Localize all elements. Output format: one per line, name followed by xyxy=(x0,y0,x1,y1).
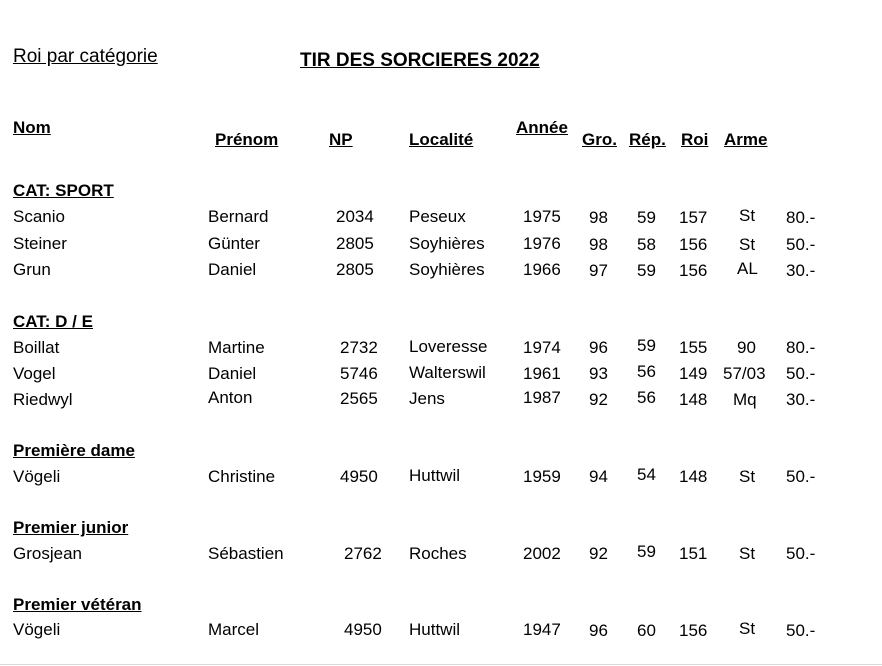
cell-nom: Riedwyl xyxy=(13,390,73,409)
cell-arme: Mq xyxy=(733,390,757,409)
cell-np: 2034 xyxy=(336,207,374,226)
cell-roi: 156 xyxy=(679,261,708,280)
header-arme: Arme xyxy=(724,130,768,149)
cell-nom: Scanio xyxy=(13,207,65,226)
cell-rep: 58 xyxy=(637,235,656,254)
cell-rep: 56 xyxy=(637,388,656,407)
cell-roi: 148 xyxy=(679,390,708,409)
header-localite: Localité xyxy=(409,130,474,149)
cell-roi: 148 xyxy=(679,467,708,486)
cell-localite: Loveresse xyxy=(409,337,488,356)
cell-prenom: Marcel xyxy=(208,620,260,639)
cell-arme: St xyxy=(739,619,756,638)
cell-gro: 92 xyxy=(589,544,608,563)
section-title-cat-sport: CAT: SPORT xyxy=(13,181,114,200)
cell-annee: 1966 xyxy=(523,260,561,279)
section-title-premier-junior: Premier junior xyxy=(13,518,129,537)
header-rep: Rép. xyxy=(629,130,666,149)
cell-nom: Steiner xyxy=(13,234,67,253)
cell-np: 2732 xyxy=(340,338,378,357)
cell-rep: 54 xyxy=(637,465,656,484)
cell-nom: Grun xyxy=(13,260,51,279)
header-roi: Roi xyxy=(681,130,709,149)
cell-gro: 97 xyxy=(589,261,608,280)
cell-arme: St xyxy=(739,467,756,486)
cell-np: 2805 xyxy=(336,234,374,253)
cell-np: 4950 xyxy=(340,467,378,486)
cell-localite: Huttwil xyxy=(409,620,461,639)
cell-annee: 1975 xyxy=(523,207,561,226)
cell-nom: Boillat xyxy=(13,338,60,357)
cell-rep: 59 xyxy=(637,208,656,227)
cell-roi: 156 xyxy=(679,621,708,640)
cell-prix: 80.- xyxy=(786,208,816,227)
cell-prenom: Sébastien xyxy=(208,544,284,563)
cell-nom: Vogel xyxy=(13,364,56,383)
cell-np: 5746 xyxy=(340,364,378,383)
cell-prix: 80.- xyxy=(786,338,816,357)
cell-prix: 50.- xyxy=(786,235,816,254)
cell-prix: 50.- xyxy=(786,544,816,563)
cell-arme: St xyxy=(739,544,756,563)
cell-localite: Huttwil xyxy=(409,466,461,485)
cell-annee: 1987 xyxy=(523,388,561,407)
cell-prenom: Daniel xyxy=(208,260,257,279)
header-np: NP xyxy=(329,130,353,149)
cell-np: 2762 xyxy=(344,544,382,563)
cell-prenom: Christine xyxy=(208,467,276,486)
cell-roi: 151 xyxy=(679,544,708,563)
cell-prix: 50.- xyxy=(786,621,816,640)
cell-prix: 30.- xyxy=(786,390,816,409)
cell-rep: 59 xyxy=(637,261,656,280)
cell-prenom: Günter xyxy=(208,234,260,253)
cell-annee: 1976 xyxy=(523,234,561,253)
cell-annee: 1974 xyxy=(523,338,561,357)
cell-annee: 1959 xyxy=(523,467,561,486)
cell-prix: 30.- xyxy=(786,261,816,280)
cell-annee: 2002 xyxy=(523,544,561,563)
cell-localite: Soyhières xyxy=(409,234,485,253)
cell-np: 2565 xyxy=(340,389,378,408)
cell-gro: 98 xyxy=(589,208,608,227)
cell-prenom: Daniel xyxy=(208,364,257,383)
cell-roi: 149 xyxy=(679,364,708,383)
cell-localite: Roches xyxy=(409,544,467,563)
page-bottom-divider xyxy=(0,664,882,665)
cell-prenom: Bernard xyxy=(208,207,269,226)
cell-arme: St xyxy=(739,235,756,254)
header-nom: Nom xyxy=(13,118,51,137)
header-prenom: Prénom xyxy=(215,130,279,149)
cell-np: 2805 xyxy=(336,260,374,279)
cell-annee: 1947 xyxy=(523,620,561,639)
cell-localite: Soyhières xyxy=(409,260,485,279)
cell-nom: Vögeli xyxy=(13,620,61,639)
cell-rep: 59 xyxy=(637,336,656,355)
cell-rep: 60 xyxy=(637,621,656,640)
cell-gro: 98 xyxy=(589,235,608,254)
document-title: TIR DES SORCIERES 2022 xyxy=(300,50,540,71)
cell-roi: 155 xyxy=(679,338,708,357)
document-subtitle: Roi par catégorie xyxy=(13,46,158,67)
cell-nom: Grosjean xyxy=(13,544,82,563)
cell-roi: 156 xyxy=(679,235,708,254)
header-annee: Année xyxy=(516,118,568,137)
cell-gro: 92 xyxy=(589,390,608,409)
cell-localite: Jens xyxy=(409,389,445,408)
cell-prenom: Anton xyxy=(208,388,253,407)
cell-roi: 157 xyxy=(679,208,708,227)
cell-arme: 90 xyxy=(737,338,756,357)
header-gro: Gro. xyxy=(582,130,617,149)
section-title-cat-d-e: CAT: D / E xyxy=(13,312,93,331)
cell-gro: 96 xyxy=(589,338,608,357)
cell-prenom: Martine xyxy=(208,338,265,357)
cell-rep: 56 xyxy=(637,362,656,381)
section-title-premier-veteran: Premier vétéran xyxy=(13,595,142,614)
cell-arme: 57/03 xyxy=(723,364,766,383)
cell-prix: 50.- xyxy=(786,364,816,383)
cell-gro: 96 xyxy=(589,621,608,640)
cell-np: 4950 xyxy=(344,620,382,639)
cell-localite: Walterswil xyxy=(409,363,486,382)
cell-nom: Vögeli xyxy=(13,467,61,486)
cell-prix: 50.- xyxy=(786,467,816,486)
cell-gro: 94 xyxy=(589,467,608,486)
cell-gro: 93 xyxy=(589,364,608,383)
section-title-premiere-dame: Première dame xyxy=(13,441,135,460)
cell-annee: 1961 xyxy=(523,364,561,383)
cell-arme: AL xyxy=(737,259,758,278)
cell-localite: Peseux xyxy=(409,207,466,226)
cell-arme: St xyxy=(739,206,756,225)
cell-rep: 59 xyxy=(637,542,656,561)
